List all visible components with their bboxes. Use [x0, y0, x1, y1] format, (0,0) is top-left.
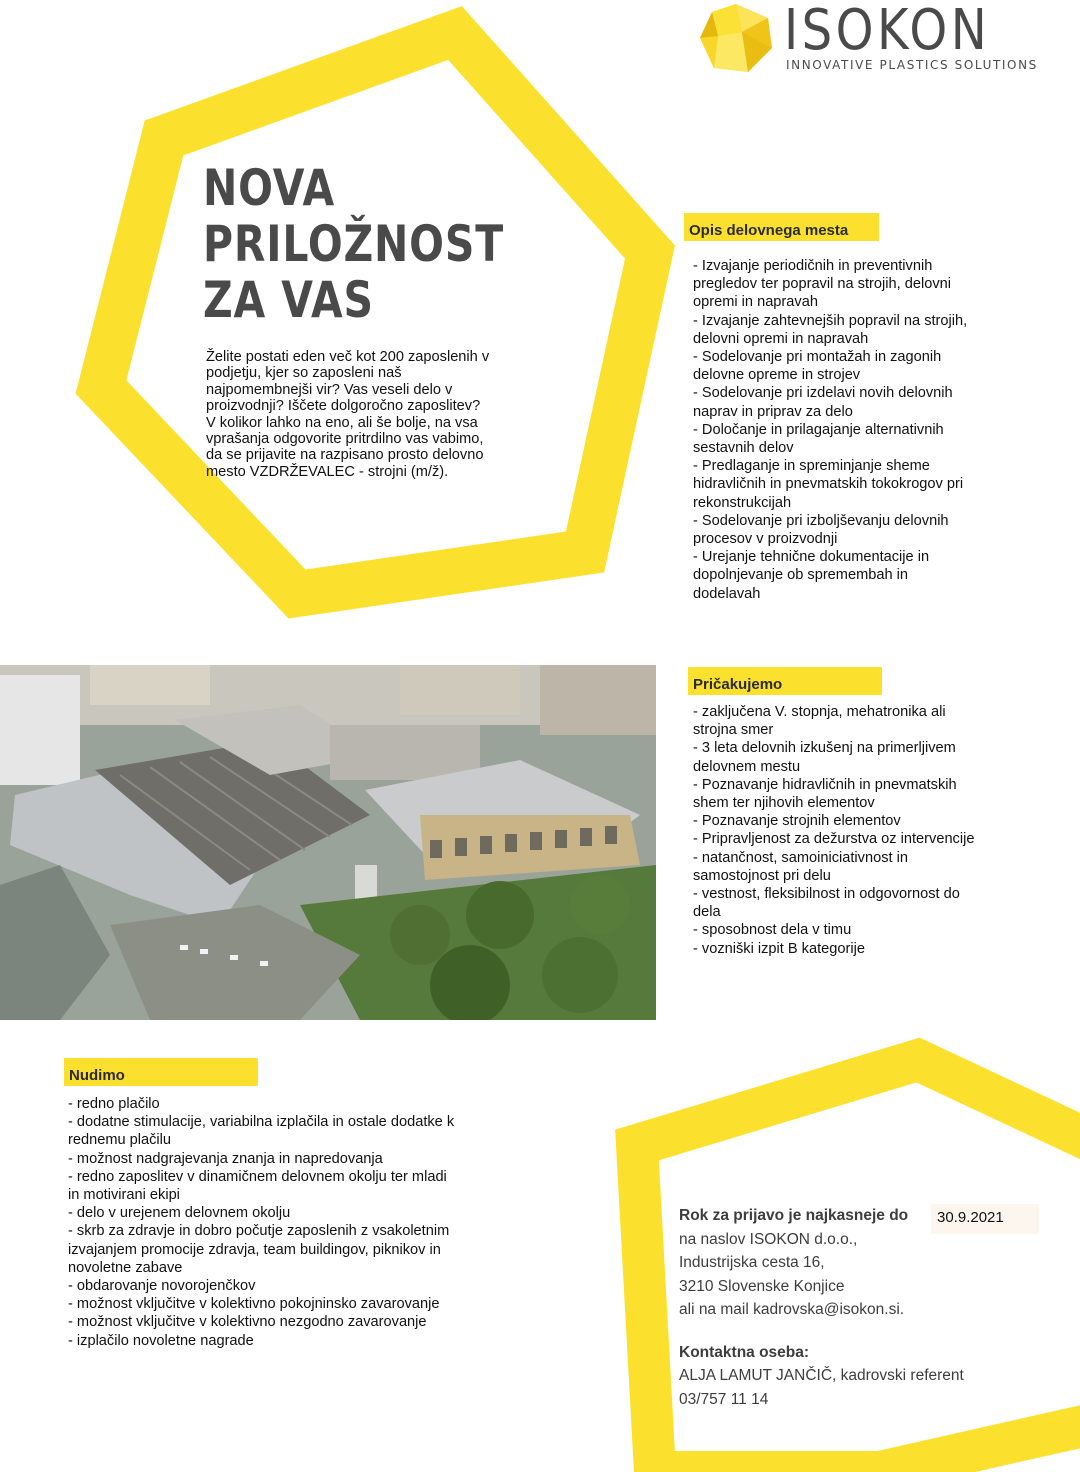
- list-item: delovni opremi in napravah: [693, 330, 869, 347]
- job-description-list: [693, 257, 1023, 603]
- intro-line: proizvodnji? Iščete dolgoročno zaposlitev?: [206, 398, 481, 415]
- list-item: - Izvajanje periodičnih in preventivnih: [693, 258, 933, 274]
- offer-heading: Nudimo: [64, 1058, 258, 1086]
- list-item: - Poznavanje strojnih elementov: [693, 813, 901, 830]
- list-item: - Določanje in prilagajanje alternativnih: [693, 421, 944, 438]
- list-item: - Izvajanje zahtevnejših popravil na strojih,: [693, 312, 968, 329]
- list-item: - Predlaganje in spreminjanje sheme: [693, 458, 930, 475]
- factory-aerial-photo: [0, 665, 656, 1020]
- list-item: - delo v urejenem delovnem okolju: [68, 1205, 291, 1222]
- intro-paragraph: [206, 349, 536, 480]
- list-item: - možnost vključitve v kolektivno pokojninsko zavarovanje: [68, 1296, 440, 1313]
- list-item: opremi in napravah: [693, 294, 818, 311]
- list-item: dopolnjevanje ob spremembah in: [693, 567, 908, 584]
- list-item: delovnem mestu: [693, 758, 801, 775]
- list-item: - zaključena V. stopnja, mehatronika ali: [693, 704, 946, 720]
- address-line: Industrijska cesta 16,: [679, 1254, 825, 1271]
- list-item: pregledov ter popravil na strojih, delovni: [693, 276, 951, 293]
- list-item: rekonstrukcijah: [693, 494, 792, 511]
- page-title: [203, 160, 504, 328]
- list-item: delovne opreme in strojev: [693, 367, 861, 384]
- offer-list: [68, 1095, 528, 1350]
- list-item: - izplačilo novoletne nagrade: [68, 1332, 254, 1349]
- title-line-1: NOVA: [203, 159, 336, 217]
- list-item: rednemu plačilu: [68, 1132, 172, 1149]
- list-item: in motivirani ekipi: [68, 1187, 180, 1204]
- deadline-label: Rok za prijavo je najkasneje do: [679, 1207, 909, 1224]
- intro-line: Želite postati eden več kot 200 zaposlenih v: [206, 349, 490, 365]
- list-item: shem ter njihovih elementov: [693, 795, 875, 812]
- brand-tagline: INNOVATIVE PLASTICS SOLUTIONS: [786, 58, 1038, 72]
- list-item: - vestnost, fleksibilnost in odgovornost do: [693, 886, 960, 903]
- list-item: - sposobnost dela v timu: [693, 922, 852, 939]
- intro-line: V kolikor lahko na eno, ali še bolje, na vsa: [206, 414, 478, 431]
- list-item: hidravličnih in pnevmatskih tokokrogov pri: [693, 476, 964, 493]
- list-item: - možnost vključitve v kolektivno nezgodno zavarovanje: [68, 1314, 427, 1331]
- list-item: izvajanjem promocije zdravja, team buildingov, piknikov in: [68, 1241, 441, 1258]
- contact-phone: 03/757 11 14: [679, 1390, 769, 1408]
- list-item: - Sodelovanje pri izboljševanju delovnih: [693, 512, 949, 529]
- list-item: - Urejanje tehnične dokumentacije in: [693, 549, 930, 566]
- contact-name: ALJA LAMUT JANČIČ, kadrovski referent: [679, 1367, 964, 1384]
- email-line: ali na mail kadrovska@isokon.si.: [679, 1301, 905, 1318]
- list-item: - natančnost, samoiniciativnost in: [693, 849, 908, 866]
- list-item: samostojnost pri delu: [693, 867, 831, 884]
- list-item: sestavnih delov: [693, 440, 794, 457]
- list-item: - Poznavanje hidravličnih in pnevmatskih: [693, 776, 957, 793]
- title-line-2: PRILOŽNOST: [203, 215, 504, 273]
- brand-name: ISOKON: [784, 0, 991, 63]
- list-item: - Sodelovanje pri montažah in zagonih: [693, 349, 942, 366]
- list-item: dela: [693, 904, 721, 921]
- list-item: - obdarovanje novorojenčkov: [68, 1278, 256, 1295]
- intro-line: da se prijavite na razpisano prosto delovno: [206, 447, 484, 464]
- intro-line: mesto VZDRŽEVALEC - strojni (m/ž).: [206, 463, 449, 480]
- list-item: - dodatne stimulacije, variabilna izplačila in ostale dodatke k: [68, 1114, 455, 1131]
- address-line: 3210 Slovenske Konjice: [679, 1277, 845, 1295]
- list-item: - skrb za zdravje in dobro počutje zaposlenih z vsakoletnim: [68, 1223, 450, 1240]
- expectations-list: [693, 703, 1033, 958]
- list-item: novoletne zabave: [68, 1259, 183, 1276]
- list-item: procesov v proizvodnji: [693, 531, 838, 548]
- title-line-3: ZA VAS: [203, 271, 374, 329]
- list-item: - možnost nadgrajevanja znanja in napredovanja: [68, 1150, 383, 1167]
- expectations-heading: Pričakujemo: [688, 667, 882, 695]
- contact-heading: Kontaktna oseba:: [679, 1343, 810, 1361]
- application-info: [679, 1204, 1019, 1411]
- intro-line: podjetju, kjer so zaposleni naš: [206, 365, 402, 382]
- yellow-polyhedron-icon: [698, 2, 774, 74]
- job-description-heading: Opis delovnega mesta: [684, 213, 879, 241]
- list-item: - 3 leta delovnih izkušenj na primerljivem: [693, 740, 956, 757]
- address-line: na naslov ISOKON d.o.o.,: [679, 1230, 858, 1248]
- list-item: naprav in priprav za delo: [693, 403, 853, 420]
- list-item: - vozniški izpit B kategorije: [693, 940, 865, 957]
- list-item: dodelavah: [693, 585, 761, 602]
- deadline-date: 30.9.2021: [931, 1204, 1039, 1234]
- list-item: - redno zaposlitev v dinamičnem delovnem okolju ter mladi: [68, 1168, 447, 1185]
- list-item: strojna smer: [693, 722, 774, 739]
- intro-line: najpomembnejši vir? Vas veseli delo v: [206, 381, 453, 398]
- list-item: - Pripravljenost za dežurstva oz intervencije: [693, 831, 975, 848]
- list-item: - Sodelovanje pri izdelavi novih delovnih: [693, 385, 953, 402]
- intro-line: vprašanja odgovorite pritrdilno vas vabimo,: [206, 431, 484, 448]
- list-item: - redno plačilo: [68, 1096, 160, 1112]
